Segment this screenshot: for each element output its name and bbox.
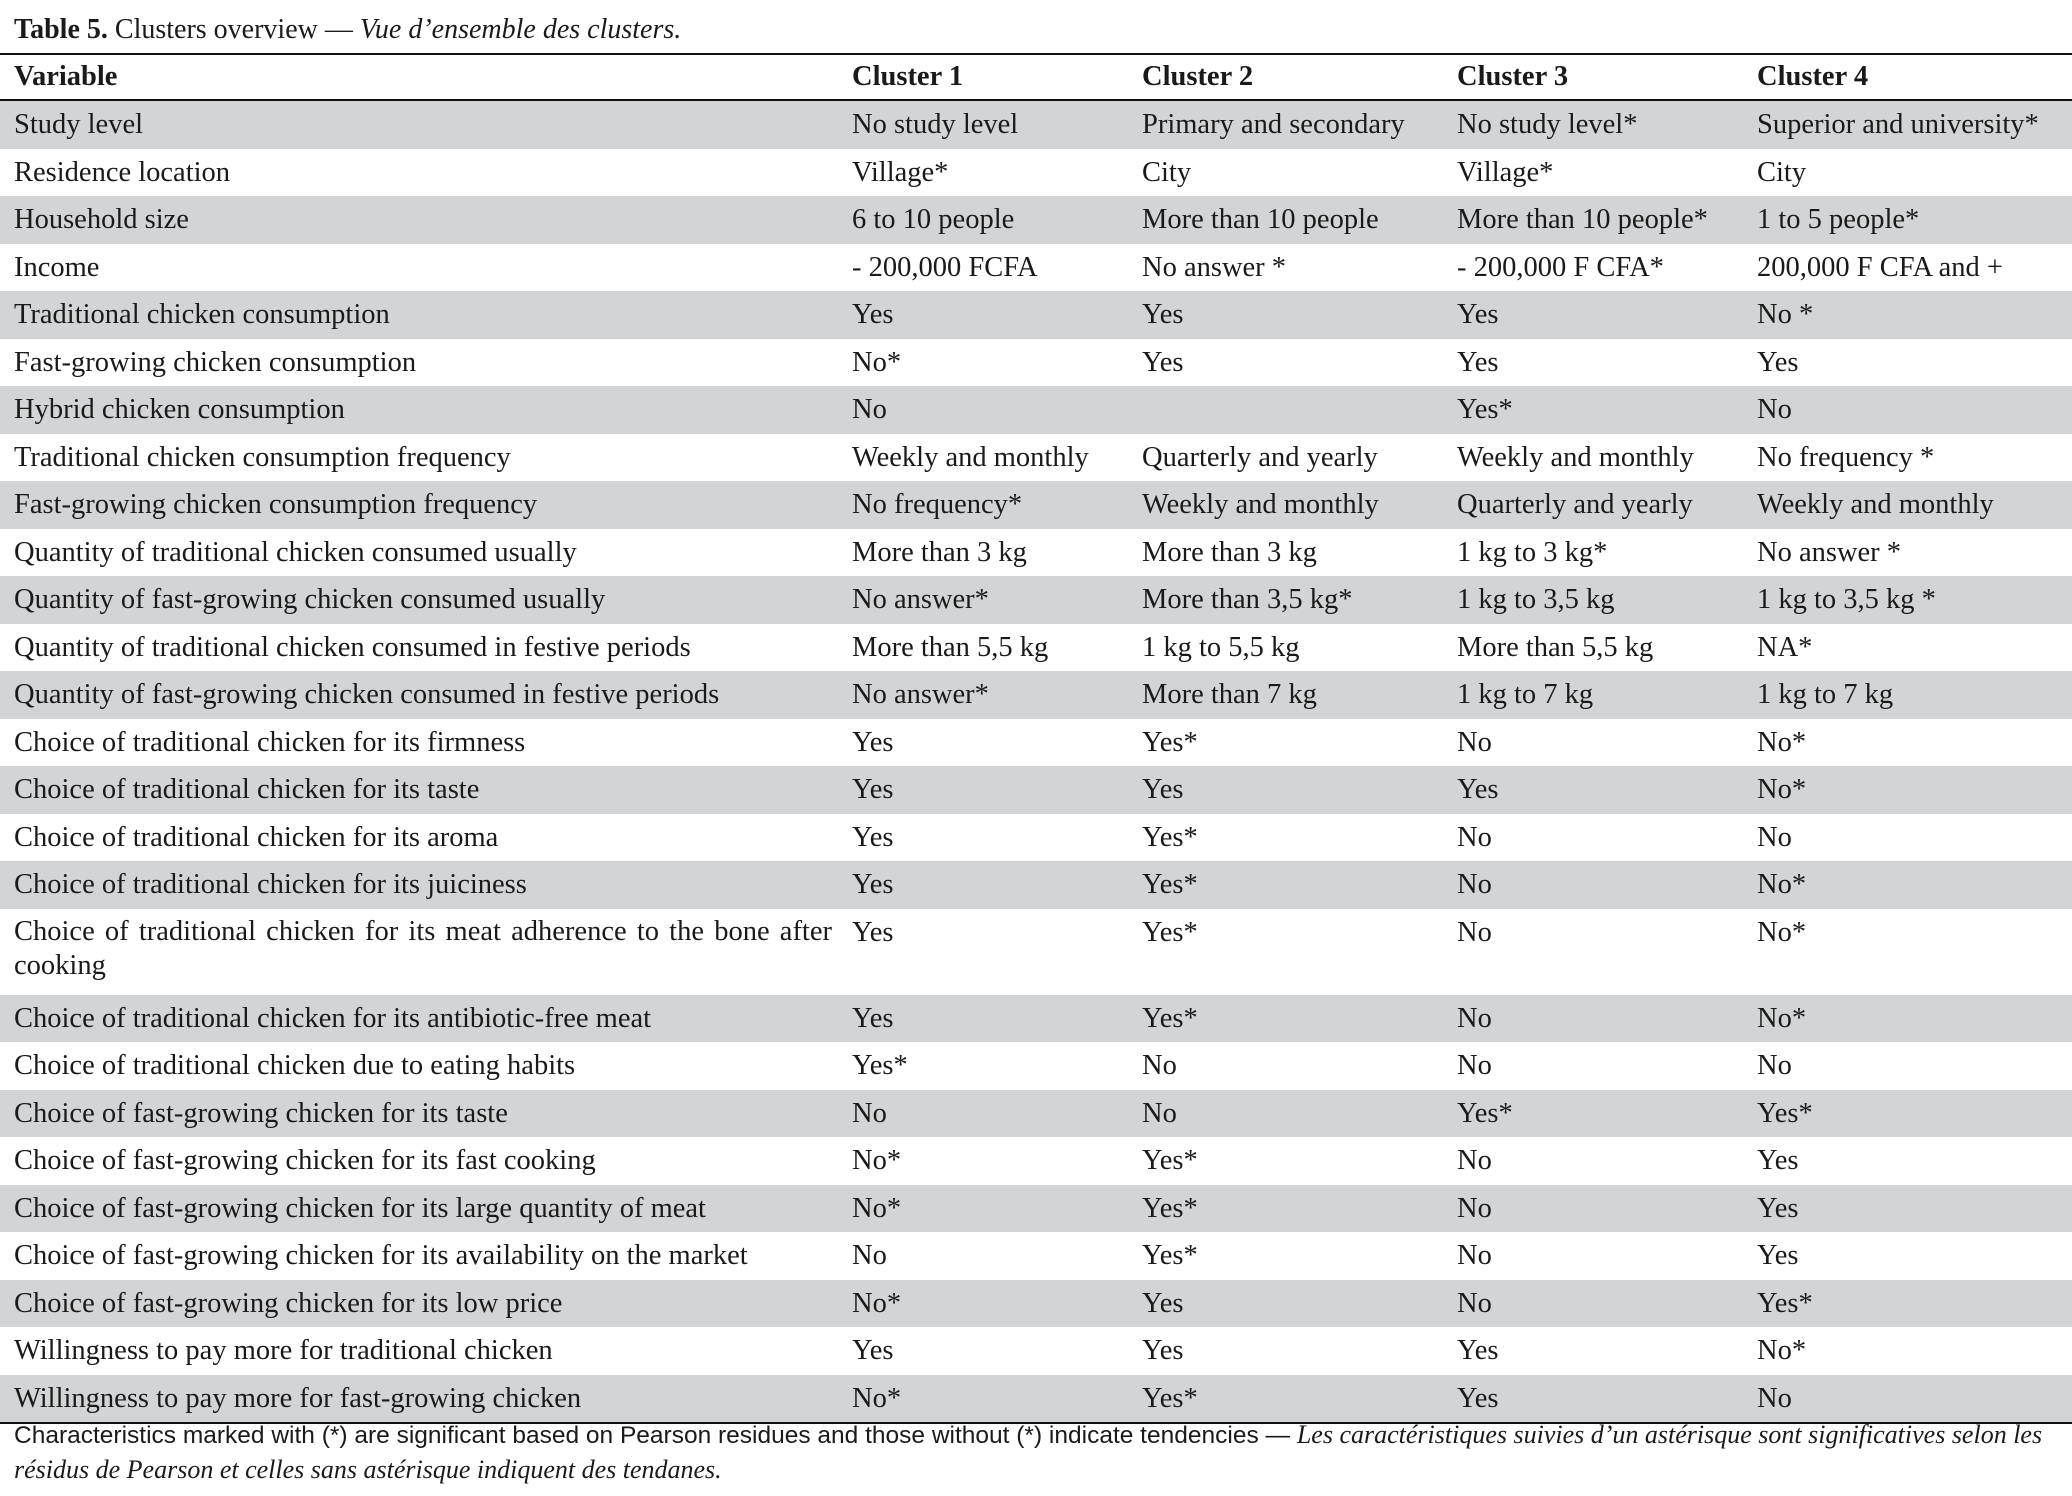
cluster-3-cell: 1 kg to 3,5 kg xyxy=(1455,576,1755,624)
cluster-2-cell: Yes* xyxy=(1140,995,1455,1043)
cluster-4-cell: No* xyxy=(1755,861,2072,909)
cluster-2-cell: No xyxy=(1140,1090,1455,1138)
cluster-4-cell: No xyxy=(1755,386,2072,434)
cluster-3-cell: No xyxy=(1457,916,1492,948)
cluster-4-cell: No* xyxy=(1755,995,2072,1043)
table-header xyxy=(0,54,2072,100)
cluster-2-cell: Yes* xyxy=(1142,821,1198,853)
table-row xyxy=(0,291,2072,339)
caption-title-fr: Vue d’ensemble des clusters. xyxy=(359,14,682,45)
cluster-1-cell: No* xyxy=(850,1280,1140,1328)
cluster-2-cell: More than 10 people xyxy=(1140,196,1455,244)
variable-cell: Choice of traditional chicken for its antibiotic-free meat xyxy=(0,995,850,1043)
cluster-1-cell: No answer* xyxy=(850,576,1140,624)
variable-cell: Traditional chicken consumption xyxy=(0,291,850,339)
variable-cell: Quantity of fast-growing chicken consumed usually xyxy=(0,576,850,624)
cluster-1-cell: No* xyxy=(852,1145,902,1176)
table-row xyxy=(0,1375,2072,1424)
cluster-4-cell: City xyxy=(1757,156,1807,188)
footnote-text-en: Characteristics marked with (*) are significant based on Pearson residues and those without (*) indicate tendencies xyxy=(14,1422,1259,1449)
variable-cell: Choice of traditional chicken for its aroma xyxy=(14,821,499,853)
cluster-4-cell: No answer * xyxy=(1757,536,1902,568)
cluster-3-cell: No xyxy=(1455,995,1755,1043)
cluster-3-cell: No xyxy=(1457,821,1492,853)
cluster-1-cell: Yes xyxy=(852,726,894,758)
cluster-4-cell: No xyxy=(1757,1050,1792,1081)
table-row xyxy=(0,671,2072,719)
header-variable: Variable xyxy=(14,61,118,92)
cluster-4-cell: Yes xyxy=(1757,1145,1799,1176)
table-row xyxy=(0,196,2072,244)
header-cluster-3: Cluster 3 xyxy=(1457,61,1569,92)
variable-cell: Residence location xyxy=(14,156,231,188)
cluster-2-cell: Quarterly and yearly xyxy=(1142,441,1378,473)
cluster-2-cell: Yes xyxy=(1140,291,1455,339)
cluster-3-cell: No xyxy=(1457,1145,1492,1176)
table-row xyxy=(0,481,2072,529)
cluster-3-cell: Village* xyxy=(1457,156,1554,188)
table-row xyxy=(0,434,2072,482)
cluster-4-cell: Yes* xyxy=(1755,1280,2072,1328)
cluster-3-cell: No xyxy=(1455,861,1755,909)
variable-cell: Hybrid chicken consumption xyxy=(0,386,850,434)
cluster-3-cell: Yes* xyxy=(1455,1090,1755,1138)
cluster-1-cell: No xyxy=(850,386,1140,434)
variable-cell: Fast-growing chicken consumption xyxy=(14,346,417,378)
cluster-3-cell: No xyxy=(1455,1280,1755,1328)
table-row xyxy=(0,1185,2072,1233)
table-row xyxy=(0,766,2072,814)
cluster-3-cell: 1 kg to 3 kg* xyxy=(1457,536,1608,568)
cluster-1-cell: - 200,000 FCFA xyxy=(852,251,1038,283)
table-row xyxy=(0,814,2072,862)
cluster-2-cell: More than 3 kg xyxy=(1142,536,1317,568)
table-body xyxy=(0,100,2072,1423)
cluster-2-cell: Yes* xyxy=(1140,1185,1455,1233)
table-row xyxy=(0,861,2072,909)
table-row xyxy=(0,386,2072,434)
table-row xyxy=(0,1090,2072,1138)
variable-cell: Choice of fast-growing chicken for its taste xyxy=(0,1090,850,1138)
variable-cell: Choice of traditional chicken for its firmness xyxy=(14,726,526,758)
clusters-table xyxy=(0,53,2072,1424)
table-row xyxy=(0,1327,2072,1375)
header-cluster-4: Cluster 4 xyxy=(1757,61,1869,92)
table-row xyxy=(0,339,2072,387)
cluster-4-cell: No* xyxy=(1757,1335,1807,1366)
variable-cell: Choice of traditional chicken for its juiciness xyxy=(0,861,850,909)
cluster-2-cell: Yes* xyxy=(1142,1145,1198,1176)
cluster-2-cell: Yes xyxy=(1142,1335,1184,1366)
table-row xyxy=(0,1042,2072,1090)
table-row xyxy=(0,1280,2072,1328)
table-row xyxy=(0,244,2072,292)
variable-cell: Choice of traditional chicken for its meat adherence to the bone after cooking xyxy=(14,915,832,981)
table-row xyxy=(0,529,2072,577)
variable-cell: Fast-growing chicken consumption frequency xyxy=(0,481,850,529)
variable-cell: Choice of fast-growing chicken for its large quantity of meat xyxy=(0,1185,850,1233)
cluster-4-cell: NA* xyxy=(1757,631,1813,663)
variable-cell: Quantity of traditional chicken consumed usually xyxy=(14,536,577,568)
cluster-2-cell: Yes xyxy=(1140,766,1455,814)
cluster-1-cell: Yes* xyxy=(852,1050,908,1081)
cluster-4-cell: Yes* xyxy=(1755,1090,2072,1138)
variable-cell: Study level xyxy=(0,100,850,149)
table-row xyxy=(0,719,2072,767)
cluster-4-cell: No xyxy=(1757,821,1792,853)
cluster-1-cell: No* xyxy=(852,346,902,378)
variable-cell: Quantity of traditional chicken consumed in festive periods xyxy=(14,631,691,663)
cluster-4-cell: 1 to 5 people* xyxy=(1755,196,2072,244)
footnote-separator: — xyxy=(1265,1422,1291,1449)
table-row xyxy=(0,576,2072,624)
cluster-3-cell: No xyxy=(1457,726,1492,758)
cluster-3-cell: More than 5,5 kg xyxy=(1457,631,1654,663)
cluster-1-cell: No* xyxy=(850,1375,1140,1424)
cluster-1-cell: More than 3 kg xyxy=(852,536,1027,568)
cluster-4-cell: No frequency * xyxy=(1757,441,1935,473)
cluster-2-cell: 1 kg to 5,5 kg xyxy=(1142,631,1300,663)
header-row xyxy=(0,54,2072,100)
table-row xyxy=(0,1137,2072,1185)
cluster-1-cell: Yes xyxy=(850,861,1140,909)
variable-cell: Choice of fast-growing chicken for its availability on the market xyxy=(14,1240,748,1271)
cluster-4-cell: No* xyxy=(1757,916,1807,948)
cluster-1-cell: No study level xyxy=(850,100,1140,149)
cluster-3-cell: No xyxy=(1457,1240,1492,1271)
variable-cell: Household size xyxy=(0,196,850,244)
cluster-1-cell: Weekly and monthly xyxy=(852,441,1089,473)
table-footnote xyxy=(14,1418,2062,1488)
cluster-2-cell: Yes* xyxy=(1142,1240,1198,1271)
cluster-3-cell: Yes xyxy=(1455,291,1755,339)
cluster-4-cell: Weekly and monthly xyxy=(1755,481,2072,529)
cluster-1-cell: No* xyxy=(850,1185,1140,1233)
cluster-2-cell: Yes xyxy=(1140,1280,1455,1328)
variable-cell: Willingness to pay more for traditional chicken xyxy=(14,1335,553,1366)
cluster-2-cell: Yes* xyxy=(1142,916,1198,948)
cluster-4-cell: Yes xyxy=(1757,1240,1799,1271)
cluster-4-cell: 1 kg to 3,5 kg * xyxy=(1755,576,2072,624)
cluster-2-cell: More than 3,5 kg* xyxy=(1140,576,1455,624)
cluster-3-cell: No study level* xyxy=(1455,100,1755,149)
cluster-1-cell: No frequency* xyxy=(850,481,1140,529)
variable-cell: Choice of fast-growing chicken for its fast cooking xyxy=(14,1145,596,1176)
variable-cell: Choice of traditional chicken due to eating habits xyxy=(14,1050,576,1081)
cluster-3-cell: Yes xyxy=(1455,766,1755,814)
cluster-2-cell: City xyxy=(1142,156,1192,188)
cluster-1-cell: Yes xyxy=(852,1335,894,1366)
cluster-1-cell: Village* xyxy=(852,156,949,188)
cluster-2-cell: More than 7 kg xyxy=(1140,671,1455,719)
table-row xyxy=(0,100,2072,149)
caption-label: Table 5. xyxy=(14,14,108,45)
cluster-1-cell: Yes xyxy=(850,766,1140,814)
cluster-4-cell: Yes xyxy=(1755,1185,2072,1233)
cluster-2-cell: Primary and secondary xyxy=(1140,100,1455,149)
cluster-4-cell: Superior and university* xyxy=(1755,100,2072,149)
header-cluster-1: Cluster 1 xyxy=(852,61,964,92)
variable-cell: Choice of fast-growing chicken for its low price xyxy=(0,1280,850,1328)
cluster-3-cell: Yes xyxy=(1457,346,1499,378)
cluster-3-cell: Quarterly and yearly xyxy=(1455,481,1755,529)
cluster-3-cell: - 200,000 F CFA* xyxy=(1457,251,1664,283)
cluster-2-cell: No xyxy=(1142,1050,1177,1081)
cluster-2-cell: Yes* xyxy=(1140,1375,1455,1424)
cluster-4-cell: No* xyxy=(1755,766,2072,814)
header-cluster-2: Cluster 2 xyxy=(1142,61,1254,92)
cluster-1-cell: Yes xyxy=(850,995,1140,1043)
table-row xyxy=(0,1232,2072,1280)
table-caption xyxy=(14,12,681,48)
cluster-4-cell: 200,000 F CFA and + xyxy=(1757,251,2003,283)
cluster-3-cell: Weekly and monthly xyxy=(1457,441,1694,473)
variable-cell: Quantity of fast-growing chicken consumed in festive periods xyxy=(0,671,850,719)
cluster-1-cell: More than 5,5 kg xyxy=(852,631,1049,663)
cluster-4-cell: No * xyxy=(1755,291,2072,339)
caption-separator: — xyxy=(324,14,353,45)
cluster-3-cell: No xyxy=(1455,1185,1755,1233)
cluster-3-cell: More than 10 people* xyxy=(1455,196,1755,244)
cluster-1-cell: 6 to 10 people xyxy=(850,196,1140,244)
cluster-3-cell: Yes xyxy=(1455,1375,1755,1424)
table-row xyxy=(0,909,2072,995)
cluster-4-cell: Yes xyxy=(1757,346,1799,378)
table-row xyxy=(0,624,2072,672)
variable-cell: Traditional chicken consumption frequency xyxy=(14,441,511,473)
cluster-2-cell: Yes* xyxy=(1142,726,1198,758)
caption-title: Clusters overview xyxy=(114,14,318,45)
variable-cell: Income xyxy=(14,251,100,283)
cluster-1-cell: No xyxy=(852,1240,887,1271)
cluster-2-cell: Weekly and monthly xyxy=(1140,481,1455,529)
variable-cell: Willingness to pay more for fast-growing chicken xyxy=(0,1375,850,1424)
cluster-3-cell: Yes* xyxy=(1455,386,1755,434)
cluster-1-cell: No xyxy=(850,1090,1140,1138)
cluster-2-cell: Yes xyxy=(1142,346,1184,378)
table-row xyxy=(0,149,2072,197)
cluster-3-cell: Yes xyxy=(1457,1335,1499,1366)
cluster-3-cell: No xyxy=(1457,1050,1492,1081)
cluster-4-cell: No xyxy=(1755,1375,2072,1424)
cluster-2-cell: No answer * xyxy=(1142,251,1287,283)
cluster-3-cell: 1 kg to 7 kg xyxy=(1455,671,1755,719)
cluster-2-cell: Yes* xyxy=(1140,861,1455,909)
cluster-4-cell: No* xyxy=(1757,726,1807,758)
variable-cell: Choice of traditional chicken for its taste xyxy=(0,766,850,814)
cluster-2-cell xyxy=(1140,386,1455,434)
cluster-4-cell: 1 kg to 7 kg xyxy=(1755,671,2072,719)
cluster-1-cell: Yes xyxy=(852,821,894,853)
cluster-1-cell: Yes xyxy=(852,916,894,948)
cluster-1-cell: No answer* xyxy=(850,671,1140,719)
footnote-text-fr: Les caractéristiques suivies d’un astérisque sont significatives selon les résidus de Pearson et celles sans astérisque indiquent des tendanes. xyxy=(14,1420,2043,1484)
cluster-1-cell: Yes xyxy=(850,291,1140,339)
table-row xyxy=(0,995,2072,1043)
